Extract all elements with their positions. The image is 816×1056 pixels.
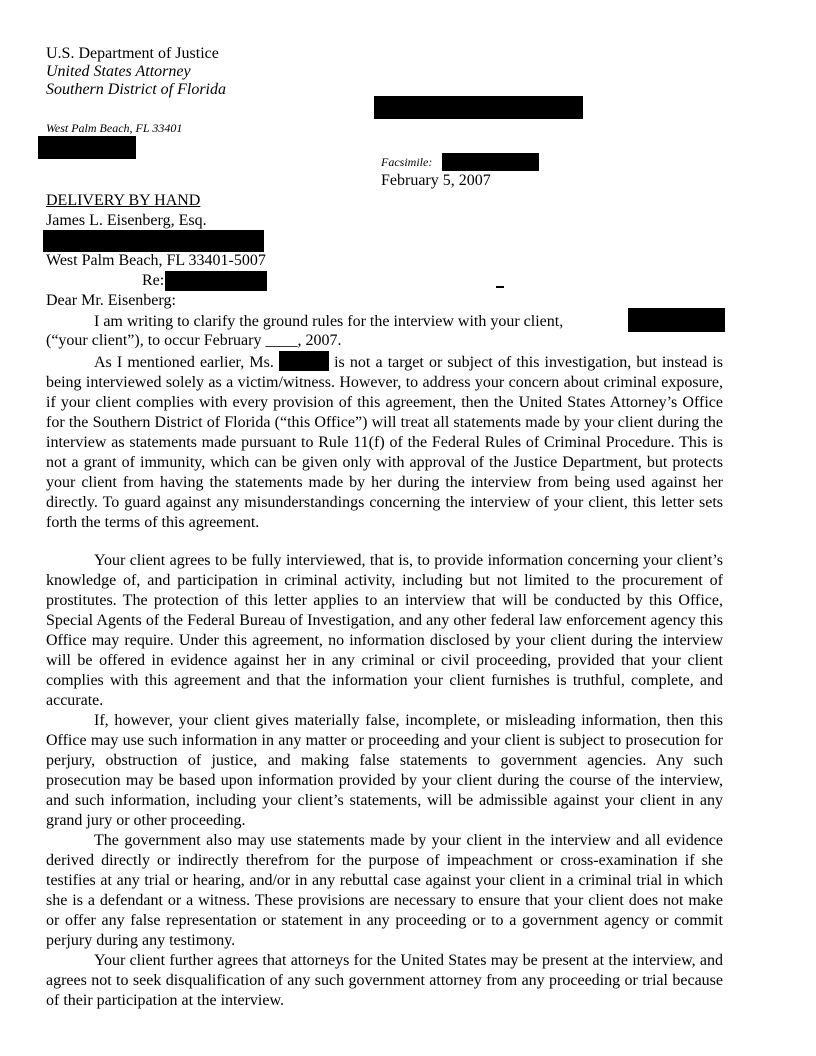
recipient-name: James L. Eisenberg, Esq. [46, 212, 207, 229]
redaction-address [374, 96, 583, 119]
salutation: Dear Mr. Eisenberg: [46, 292, 176, 309]
letterhead-city: West Palm Beach, FL 33401 [46, 121, 183, 135]
paragraph-1-line-2: (“your client”), to occur February ____, 2007. [46, 332, 342, 349]
re-label: Re: [142, 272, 165, 289]
paragraph-3 [46, 551, 723, 711]
redaction-facsimile [442, 153, 539, 171]
stray-mark [496, 286, 504, 288]
redaction-client-surname [279, 351, 329, 371]
paragraph-2 [46, 351, 723, 533]
redaction-client-name [628, 308, 725, 332]
letter-date: February 5, 2007 [381, 172, 491, 189]
delivery-method: DELIVERY BY HAND [46, 192, 201, 209]
department-name: U.S. Department of Justice [46, 45, 219, 62]
paragraph-2-rest: is not a target or subject of this investigation, but instead is being interviewed solely as a victim/witness. However, to address your concern about criminal exposure, if your client complies with every provision of this agreement, then the United States Attorney’s Office for the Southern District of Florida (“this Office”) will treat all statements made by your client during the interview as statements made pursuant to Rule 11(f) of the Federal Rules of Criminal Procedure. This is not a grant of immunity, which can be given only with approval of the Justice Department, but protects your client from having the statements made by her during the interview from being used against her directly. To guard against any misunderstandings concerning the interview of your client, this letter sets forth the terms of this agreement. [46, 354, 724, 531]
office-name: United States Attorney [46, 63, 191, 80]
paragraph-4 [46, 711, 723, 831]
district-name: Southern District of Florida [46, 81, 226, 98]
recipient-city: West Palm Beach, FL 33401-5007 [46, 252, 266, 269]
paragraph-6-text: Your client further agrees that attorneys for the United States may be present at the interview, and agrees not to seek disqualification of any such government attorney from any proceeding or trial because of their participation at the interview. [46, 952, 723, 1009]
redaction-recipient-address [43, 230, 264, 252]
paragraph-6 [46, 951, 723, 1011]
paragraph-2-start: As I mentioned earlier, Ms. [94, 354, 274, 371]
redaction-phone [38, 136, 136, 159]
facsimile-label: Facsimile: [381, 155, 433, 169]
paragraph-5-text: The government also may use statements made by your client in the interview and all evidence derived directly or indirectly therefrom for the purpose of impeachment or cross-examination if she testifies at any trial or hearing, and/or in any rebuttal case against your client in a criminal trial in which she is a defendant or a witness. These provisions are necessary to ensure that your client does not make or offer any false representation or statement in any proceeding or to a government agency or commit perjury during any testimony. [46, 832, 723, 949]
paragraph-4-text: If, however, your client gives materially false, incomplete, or misleading information, then this Office may use such information in any matter or proceeding and your client is subject to prosecution for perjury, obstruction of justice, and making false statements to government agencies. Any such prosecution may be based upon information provided by your client during the course of the interview, and such information, including your client’s statements, will be admissible against your client in any grand jury or other proceeding. [46, 712, 723, 829]
paragraph-1-line-1: I am writing to clarify the ground rules for the interview with your client, [94, 313, 564, 330]
redaction-subject [165, 271, 267, 291]
paragraph-3-text: Your client agrees to be fully interviewed, that is, to provide information concerning your client’s knowledge of, and participation in criminal activity, including but not limited to the procurement of prostitutes. The protection of this letter applies to an interview that will be conducted by this Office, Special Agents of the Federal Bureau of Investigation, and any other federal law enforcement agency this Office may require. Under this agreement, no information disclosed by your client during the interview will be offered in evidence against her in any criminal or civil proceeding, provided that your client complies with this agreement and that the information your client furnishes is truthful, complete, and accurate. [46, 552, 723, 709]
paragraph-5 [46, 831, 723, 951]
